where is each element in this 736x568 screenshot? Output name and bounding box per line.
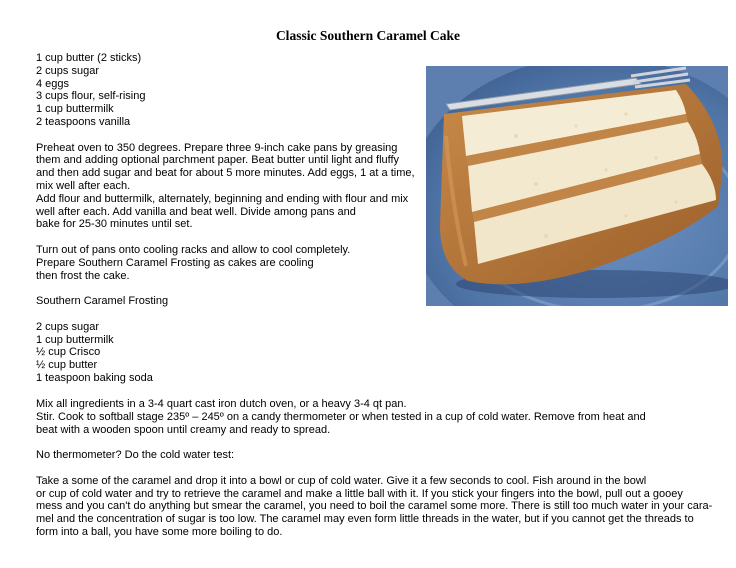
ingredient-item: 4 eggs	[36, 77, 70, 90]
direction-line: mix well after each.	[36, 179, 131, 192]
ingredient-item: 1 teaspoon baking soda	[36, 371, 153, 384]
ingredient-item: 2 cups sugar	[36, 320, 99, 333]
direction-line: Add flour and buttermilk, alternately, beginning and ending with flour and mix	[36, 192, 409, 205]
direction-line: Stir. Cook to softball stage 235º – 245º on a candy thermometer or when tested in a cup of cold water. Remove from heat and	[36, 410, 646, 423]
direction-line: bake for 25-30 minutes until set.	[36, 218, 193, 231]
cake-photo	[426, 66, 728, 306]
direction-line: well after each. Add vanilla and beat well. Divide among pans and	[36, 205, 356, 218]
no-thermometer-note: No thermometer? Do the cold water test:	[36, 449, 235, 462]
ingredient-list	[36, 52, 426, 129]
direction-line: Turn out of pans onto cooling racks and allow to cool completely.	[36, 243, 351, 256]
cold-water-test	[36, 475, 726, 539]
direction-line: mess and you can't do anything but smear the caramel, you need to boil the caramel some more. There is still too much water in your cara-	[36, 500, 713, 513]
direction-line: and then add sugar and beat for about 5 more minutes. Add eggs, 1 at a time,	[36, 167, 415, 180]
ingredient-item: 2 teaspoons vanilla	[36, 115, 131, 128]
ingredient-item: 1 cup butter (2 sticks)	[36, 52, 142, 64]
cake-slice-image	[426, 66, 728, 306]
direction-line: then frost the cake.	[36, 269, 130, 282]
direction-line: Prepare Southern Caramel Frosting as cakes are cooling	[36, 256, 314, 269]
ingredient-item: ½ cup Crisco	[36, 346, 101, 359]
direction-line: Mix all ingredients in a 3-4 quart cast iron dutch oven, or a heavy 3-4 qt pan.	[36, 398, 407, 410]
direction-line: or cup of cold water and try to retrieve the caramel and make a little ball with it. If you stick your fingers into the bowl, pull out a gooey	[36, 487, 683, 500]
direction-line: form into a ball, you have some more boiling to do.	[36, 525, 283, 538]
direction-line: Take a some of the caramel and drop it into a bowl or cup of cold water. Give it a few seconds to cool. Fish around in the bowl	[36, 474, 647, 487]
direction-line: them and adding optional parchment paper. Beat butter until light and fluffy	[36, 154, 400, 167]
left-column	[36, 52, 426, 385]
ingredient-item: 2 cups sugar	[36, 64, 99, 77]
ingredient-item: 1 cup buttermilk	[36, 333, 114, 346]
recipe-title: Classic Southern Caramel Cake	[275, 28, 461, 43]
cake-directions	[36, 142, 426, 232]
bottom-section	[36, 398, 726, 539]
frosting-directions	[36, 398, 726, 436]
frosting-ingredient-list	[36, 321, 426, 385]
cooling-directions	[36, 244, 426, 282]
ingredient-item: 1 cup buttermilk	[36, 103, 114, 116]
direction-line: mel and the concentration of sugar is too low. The caramel may even form little threads in the water, but if you cannot get the threads to	[36, 513, 694, 526]
direction-line: beat with a wooden spoon until creamy and ready to spread.	[36, 423, 331, 436]
frosting-heading: Southern Caramel Frosting	[36, 295, 169, 308]
ingredient-item: 3 cups flour, self-rising	[36, 90, 146, 103]
direction-line: Preheat oven to 350 degrees. Prepare three 9-inch cake pans by greasing	[36, 141, 398, 154]
ingredient-item: ½ cup butter	[36, 359, 98, 372]
